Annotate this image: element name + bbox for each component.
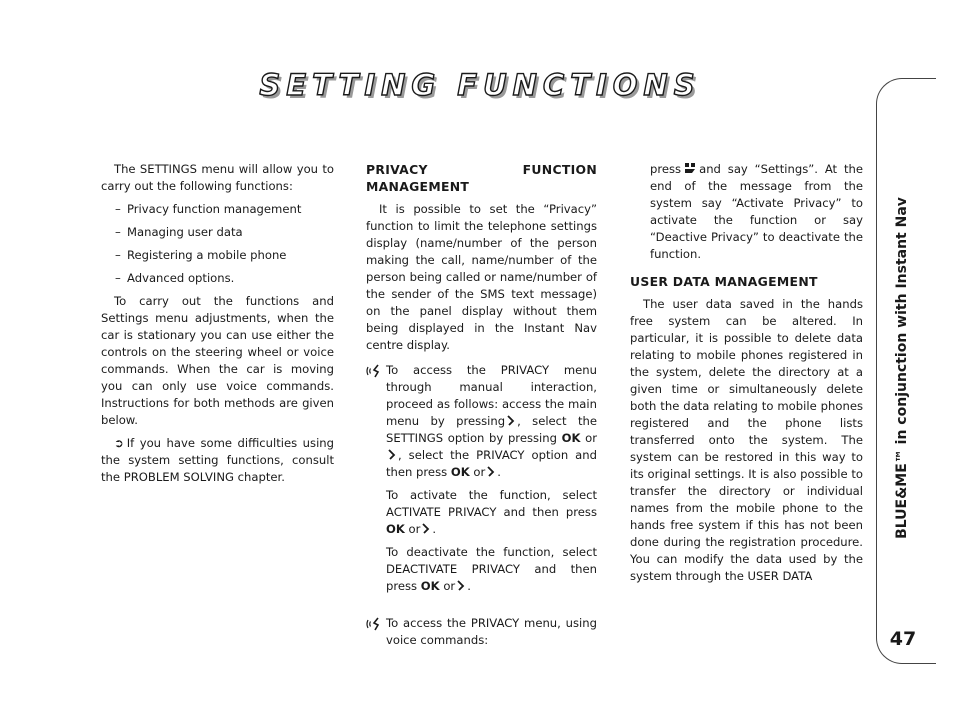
section-heading-user-data: USER DATA MANAGEMENT bbox=[630, 274, 818, 289]
text-run: press bbox=[650, 162, 682, 176]
scroll-wheel-icon bbox=[422, 523, 430, 534]
page-title: SETTING FUNCTIONS bbox=[259, 68, 701, 102]
voice-continuation-text bbox=[650, 161, 863, 263]
scroll-wheel-icon bbox=[507, 415, 515, 426]
deactivate-text: To deactivate the function, select DEACTIVATE PRIVACY and then press OK or . bbox=[386, 545, 597, 593]
text-run: , select the SETTINGS option by pressing bbox=[386, 414, 597, 445]
note-arrow-icon: ➲ bbox=[114, 436, 124, 450]
voice-command-icon bbox=[366, 364, 383, 378]
user-data-text: The user data saved in the hands free system can be altered. In particular, it is possible to delete data relating to mobile phones registered in the system, delete the directory at a given time or simultaneously delete both the data relating to mobile phones registered and the phone lists transferred onto the system. The system can be restored in this way to its original settings. It is also possible to transfer the directory or individual names from the mobile phone to the hands free system if this has not been done during the registration procedure. You can modify the data used by the system through the USER DATA bbox=[630, 297, 863, 583]
ok-button-label: OK bbox=[450, 465, 470, 479]
ok-button-label: OK bbox=[420, 579, 440, 593]
list-item-text: Registering a mobile phone bbox=[127, 248, 287, 262]
activate-text: To activate the function, select ACTIVATE PRIVACY and then press OK or . bbox=[386, 488, 597, 536]
text-run: or bbox=[443, 579, 456, 593]
column-1 bbox=[101, 161, 334, 492]
list-item: – Registering a mobile phone bbox=[115, 248, 287, 262]
list-item-text: Privacy function management bbox=[127, 202, 302, 216]
list-item: – Advanced options. bbox=[115, 271, 235, 285]
scroll-wheel-icon bbox=[487, 466, 495, 477]
note-paragraph bbox=[101, 435, 334, 486]
list-item-text: Advanced options. bbox=[127, 271, 235, 285]
instructions-text: To carry out the functions and Settings menu adjustments, when the car is stationary you can use either the controls on the steering wheel or voice commands. When the car is moving you can only use voice commands. Instructions for both methods are given below. bbox=[101, 294, 334, 427]
ok-button-label: OK bbox=[386, 522, 405, 536]
manual-access-text: To access the PRIVACY menu through manual interaction, proceed as follows: access the main menu by pressing , select the SETTINGS option by pressing OK or, select the PRIVACY option and then press OK or . bbox=[386, 363, 598, 479]
list-item: – Managing user data bbox=[115, 225, 243, 239]
note-text: If you have some difficulties using the system setting functions, consult the PROBLEM SOLVING chapter. bbox=[101, 436, 334, 484]
side-section-label: BLUE&ME™ in conjunction with Instant Nav bbox=[894, 197, 910, 539]
text-run: or bbox=[408, 522, 421, 536]
list-item: – Privacy function management bbox=[115, 202, 302, 216]
scroll-wheel-icon bbox=[457, 580, 465, 591]
voice-instructions bbox=[366, 615, 597, 649]
text-run: , select the PRIVACY option and then press bbox=[386, 448, 597, 479]
intro-text: The SETTINGS menu will allow you to carry out the following functions: bbox=[101, 162, 334, 193]
column-3 bbox=[630, 161, 863, 591]
manual-instructions bbox=[366, 362, 597, 595]
scroll-wheel-icon bbox=[388, 449, 396, 460]
voice-command-icon bbox=[366, 617, 383, 631]
column-2 bbox=[366, 161, 597, 655]
text-run: To access the PRIVACY menu through manual interaction, proceed as follows: access the main menu by pressing bbox=[386, 363, 597, 428]
text-run: To activate the function, select ACTIVATE PRIVACY and then press bbox=[386, 488, 597, 519]
privacy-intro-text: It is possible to set the “Privacy” function to limit the telephone settings display (name/number of the person making the call, name/number of the person being called or name/number of the sender of the SMS text message) on the panel display without them being displayed in the Instant Nav centre display. bbox=[366, 202, 597, 352]
text-run: or bbox=[585, 431, 598, 445]
phone-button-icon bbox=[684, 162, 696, 174]
voice-access-text: To access the PRIVACY menu, using voice commands: bbox=[386, 616, 597, 647]
text-run: To deactivate the function, select DEACTIVATE PRIVACY and then press bbox=[386, 545, 597, 593]
voice-continuation bbox=[630, 161, 863, 263]
list-item-text: Managing user data bbox=[127, 225, 243, 239]
text-run: or bbox=[473, 465, 486, 479]
page-number: 47 bbox=[889, 628, 917, 650]
text-run: and say “Settings”. At the end of the message from the system say “Activate Privacy” to activate the function or say “Deactive Privacy” to deactivate the function. bbox=[650, 162, 863, 261]
ok-button-label: OK bbox=[561, 431, 581, 445]
section-heading-privacy: PRIVACY FUNCTION MANAGEMENT bbox=[366, 162, 597, 194]
